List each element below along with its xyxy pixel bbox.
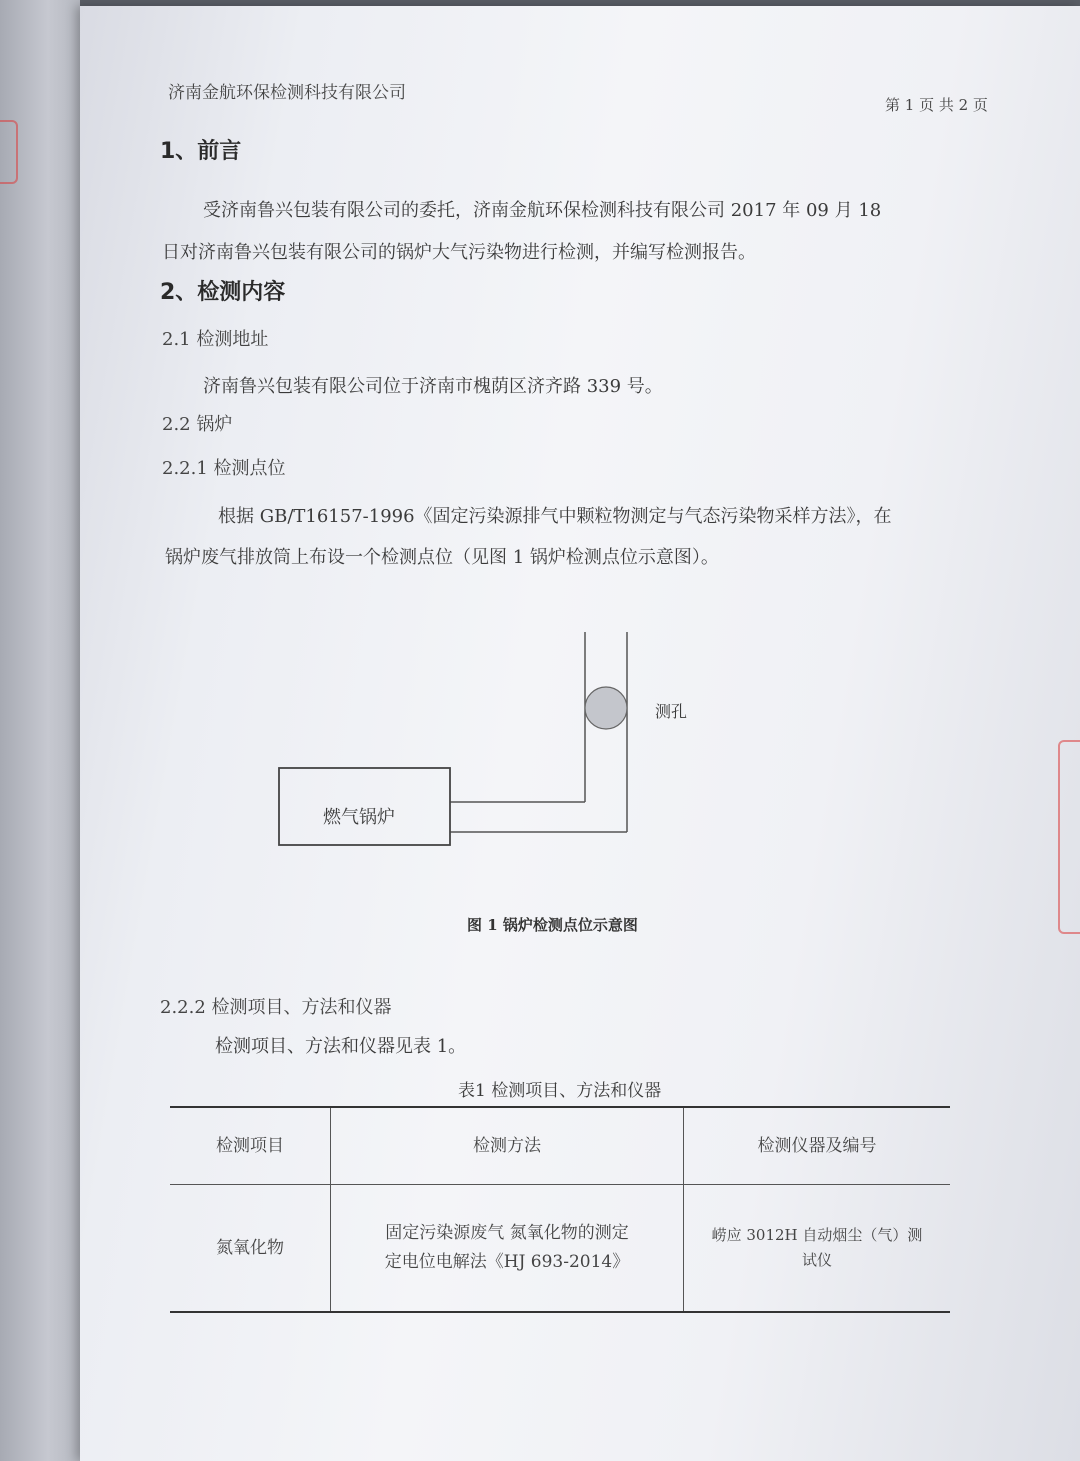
section-2-1-title: 2.1 检测地址	[162, 329, 269, 350]
table-header-row	[170, 1107, 950, 1185]
table-1	[170, 1106, 950, 1313]
sampling-hole-icon	[585, 687, 627, 729]
sampling-hole-label: 测孔	[655, 702, 688, 721]
section-2-2-1-line2: 锅炉废气排放筒上布设一个检测点位（见图 1 锅炉检测点位示意图）。	[165, 547, 719, 568]
section-1-paragraph-line1: 受济南鲁兴包装有限公司的委托，济南金航环保检测科技有限公司 2017 年 09 月 18	[203, 200, 882, 221]
cell-method-line1: 固定污染源废气 氮氧化物的测定	[385, 1223, 629, 1244]
section-2-2-2-text: 检测项目、方法和仪器见表 1。	[215, 1036, 467, 1057]
cell-method	[331, 1185, 684, 1313]
table-row	[170, 1185, 950, 1313]
section-2-2-2-title: 2.2.2 检测项目、方法和仪器	[160, 997, 392, 1018]
header-cell-instrument: 检测仪器及编号	[684, 1107, 951, 1185]
cell-item: 氮氧化物	[216, 1237, 284, 1258]
section-2-2-title: 2.2 锅炉	[162, 414, 233, 435]
section-2-title: 2、检测内容	[160, 280, 286, 305]
section-2-2-1-title: 2.2.1 检测点位	[162, 458, 286, 479]
section-1-paragraph-line2: 日对济南鲁兴包装有限公司的锅炉大气污染物进行检测，并编写检测报告。	[162, 242, 756, 263]
cell-instrument-line2: 试仪	[801, 1251, 832, 1269]
cell-instrument-line1: 崂应 3012H 自动烟尘（气）测	[711, 1225, 923, 1244]
table-1-caption: 表1 检测项目、方法和仪器	[458, 1081, 662, 1101]
boiler-label: 燃气锅炉	[323, 807, 395, 828]
header-cell-item: 检测项目	[170, 1107, 331, 1185]
red-stamp-fragment-right	[1058, 740, 1080, 934]
cell-method-line2: 定电位电解法《HJ 693-2014》	[384, 1252, 630, 1272]
cell-instrument	[684, 1185, 951, 1313]
section-2-1-address: 济南鲁兴包装有限公司位于济南市槐荫区济齐路 339 号。	[203, 376, 663, 397]
header-company-name: 济南金航环保检测科技有限公司	[168, 83, 406, 103]
section-1-title: 1、前言	[160, 139, 242, 164]
header-page-info: 第 1 页 共 2 页	[885, 96, 988, 114]
section-2-2-1-line1: 根据 GB/T16157-1996《固定污染源排气中颗粒物测定与气态污染物采样方法》，在	[218, 506, 892, 527]
figure-1-caption: 图 1 锅炉检测点位示意图	[467, 916, 638, 934]
header-cell-method: 检测方法	[331, 1107, 684, 1185]
